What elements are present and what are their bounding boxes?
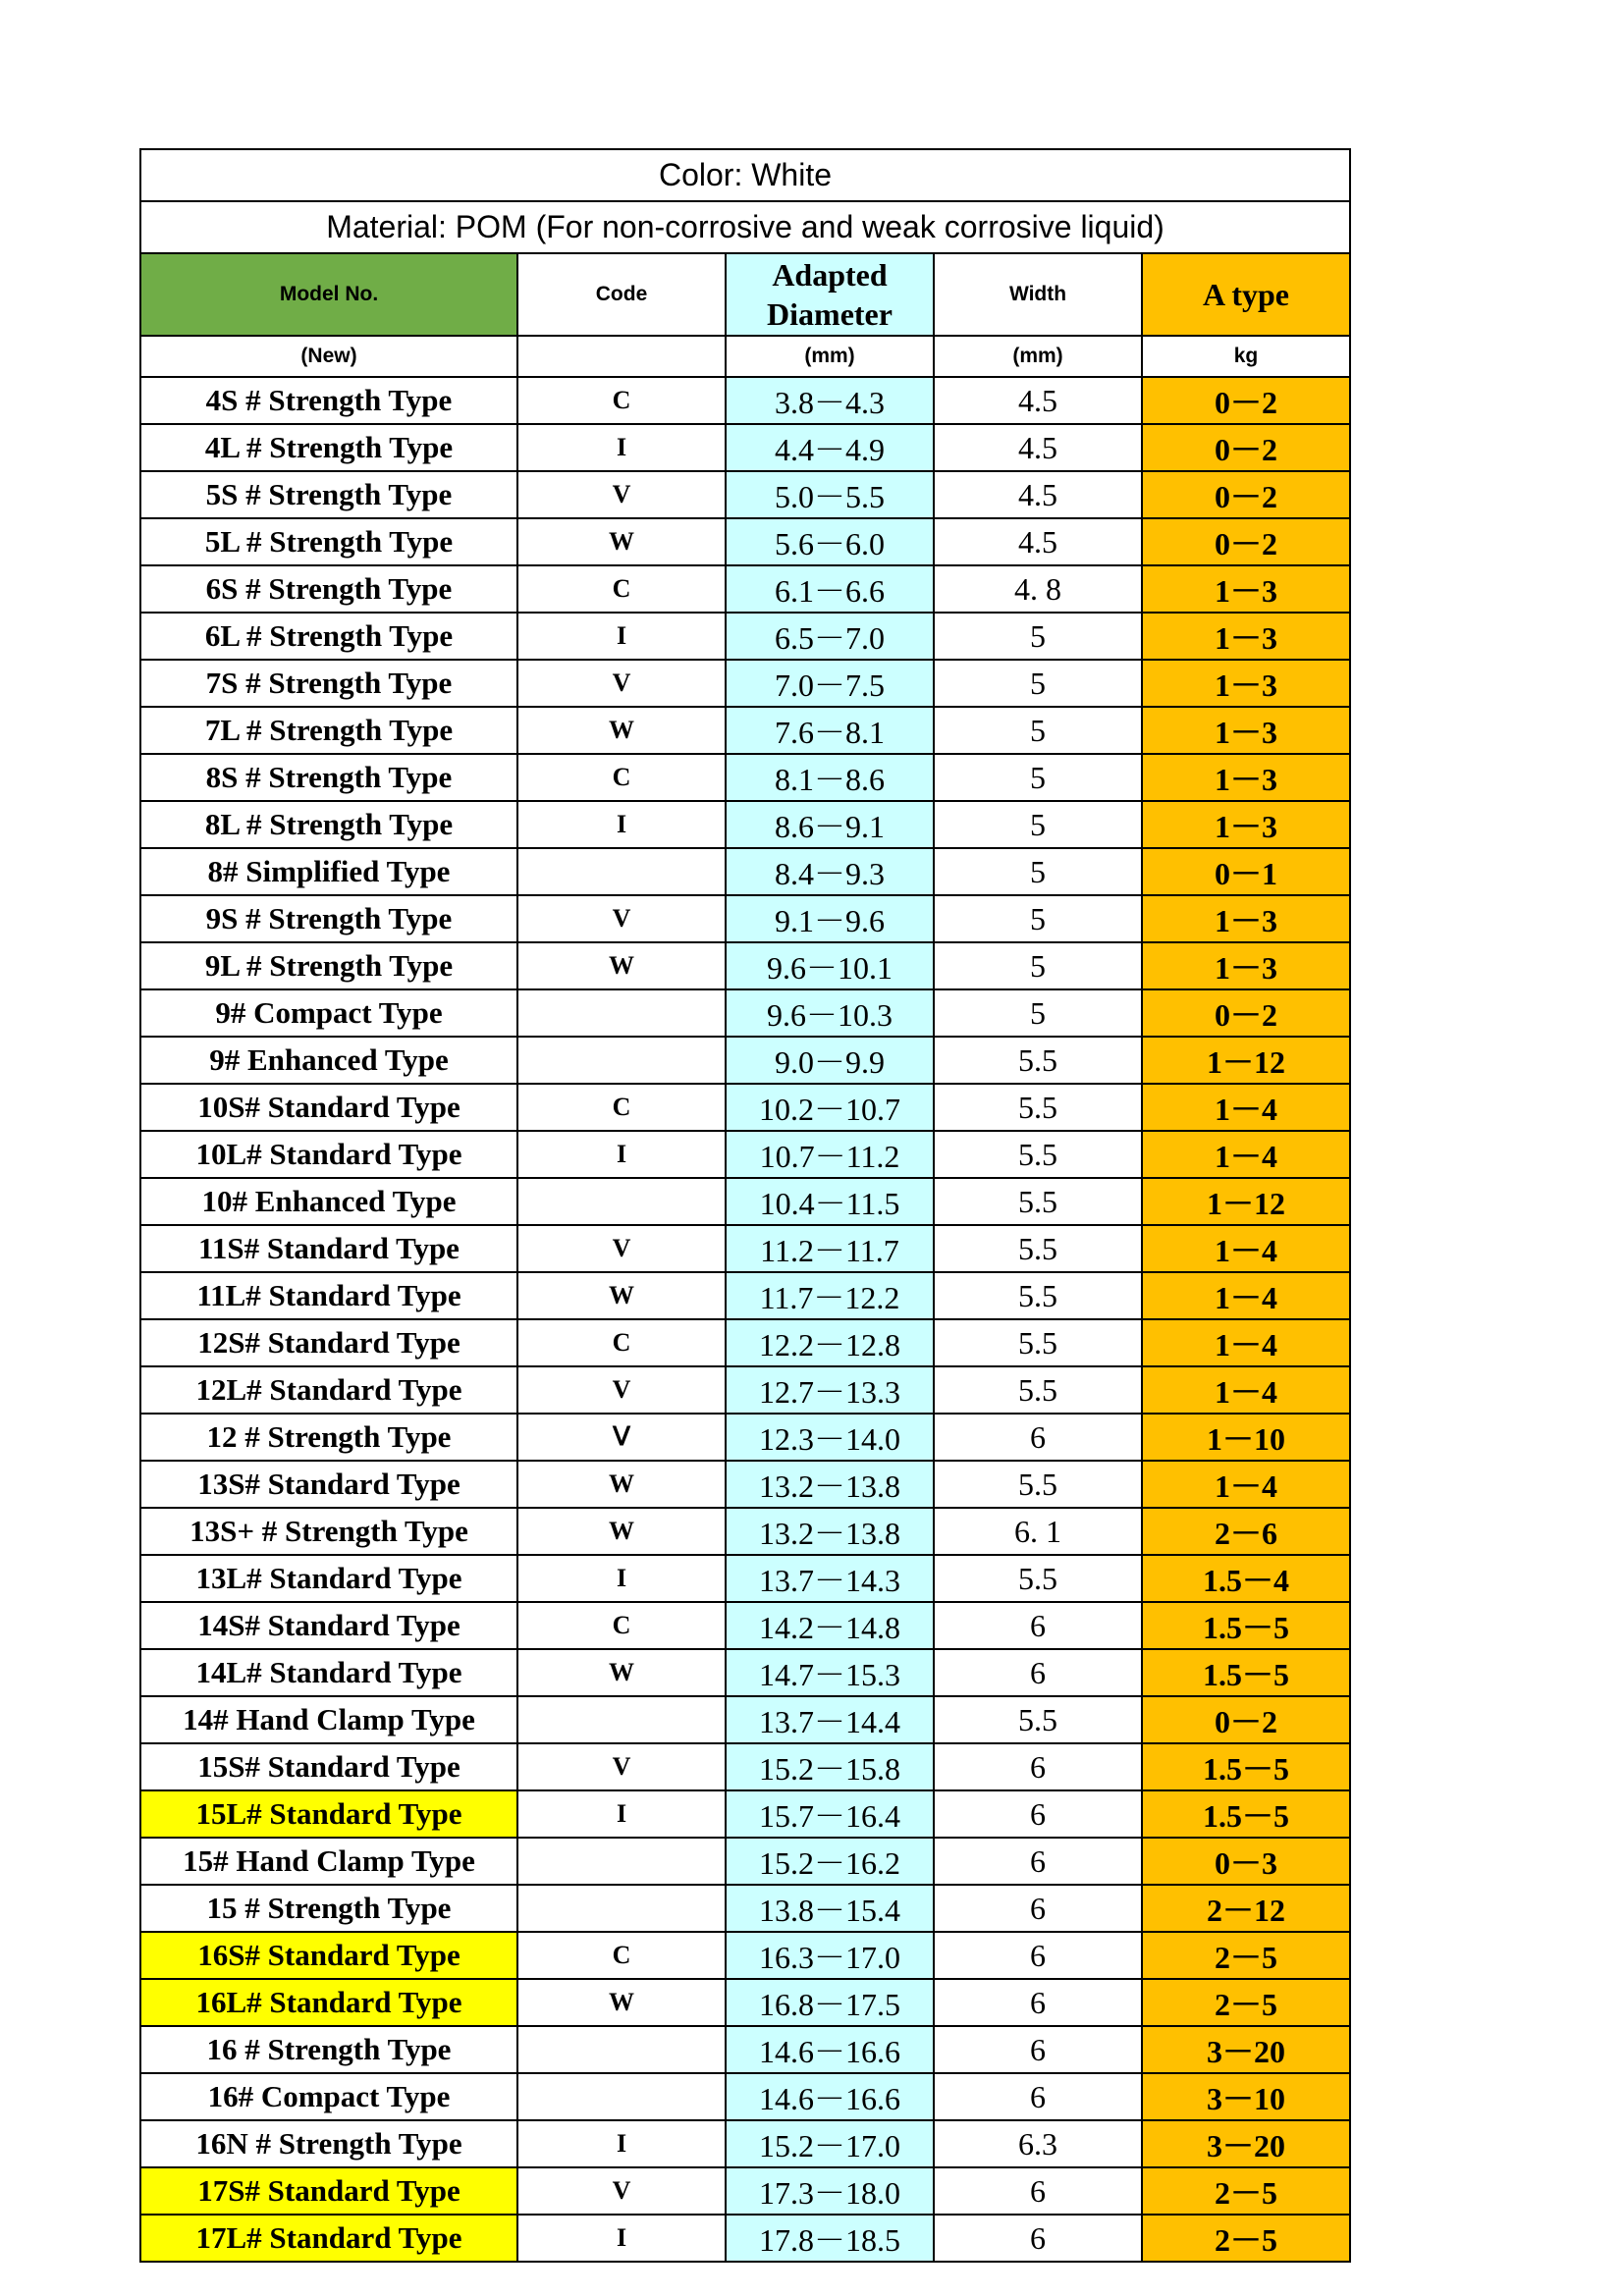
unit-model: (New) (140, 336, 517, 377)
width-cell: 6 (934, 1602, 1142, 1649)
unit-diameter: (mm) (726, 336, 934, 377)
header-model: Model No. (140, 253, 517, 336)
width-cell: 5.5 (934, 1084, 1142, 1131)
code-cell: C (517, 565, 726, 613)
model-cell: 9# Enhanced Type (140, 1037, 517, 1084)
code-cell: V (517, 895, 726, 942)
code-cell: V (517, 1743, 726, 1790)
code-cell (517, 2026, 726, 2073)
code-cell (517, 848, 726, 895)
model-cell: 16N # Strength Type (140, 2120, 517, 2167)
model-cell: 13S# Standard Type (140, 1461, 517, 1508)
a-type-cell: 1－4 (1142, 1461, 1350, 1508)
model-cell: 11S# Standard Type (140, 1225, 517, 1272)
color-label: Color: White (140, 149, 1350, 201)
width-cell: 5.5 (934, 1178, 1142, 1225)
code-cell: C (517, 1319, 726, 1366)
diameter-cell: 12.3－14.0 (726, 1414, 934, 1461)
diameter-cell: 8.6－9.1 (726, 801, 934, 848)
code-cell (517, 1885, 726, 1932)
model-cell: 12S# Standard Type (140, 1319, 517, 1366)
code-cell: W (517, 1272, 726, 1319)
diameter-cell: 14.7－15.3 (726, 1649, 934, 1696)
code-cell (517, 989, 726, 1037)
a-type-cell: 3－20 (1142, 2026, 1350, 2073)
width-cell: 5.5 (934, 1461, 1142, 1508)
code-cell: C (517, 1084, 726, 1131)
table-row (140, 895, 1350, 942)
table-row (140, 2167, 1350, 2215)
code-cell (517, 1696, 726, 1743)
diameter-cell: 16.8－17.5 (726, 1979, 934, 2026)
a-type-cell: 0－2 (1142, 424, 1350, 471)
model-cell: 9L # Strength Type (140, 942, 517, 989)
model-cell: 5L # Strength Type (140, 518, 517, 565)
a-type-cell: 1－3 (1142, 660, 1350, 707)
table-row (140, 1790, 1350, 1838)
table-row (140, 1838, 1350, 1885)
width-cell: 5 (934, 754, 1142, 801)
a-type-cell: 1－4 (1142, 1366, 1350, 1414)
code-cell: C (517, 377, 726, 424)
a-type-cell: 1－3 (1142, 801, 1350, 848)
table-row (140, 471, 1350, 518)
a-type-cell: 1－4 (1142, 1084, 1350, 1131)
diameter-cell: 8.1－8.6 (726, 754, 934, 801)
a-type-cell: 1－10 (1142, 1414, 1350, 1461)
width-cell: 6 (934, 1838, 1142, 1885)
model-cell: 8L # Strength Type (140, 801, 517, 848)
table-row (140, 1272, 1350, 1319)
table-row (140, 613, 1350, 660)
a-type-cell: 1－12 (1142, 1037, 1350, 1084)
a-type-cell: 0－2 (1142, 989, 1350, 1037)
a-type-cell: 2－5 (1142, 2215, 1350, 2262)
code-cell: I (517, 2120, 726, 2167)
a-type-cell: 2－6 (1142, 1508, 1350, 1555)
code-cell: I (517, 1131, 726, 1178)
width-cell: 6 (934, 2215, 1142, 2262)
a-type-cell: 1－3 (1142, 613, 1350, 660)
width-cell: 5 (934, 660, 1142, 707)
model-cell: 16S# Standard Type (140, 1932, 517, 1979)
diameter-cell: 6.5－7.0 (726, 613, 934, 660)
diameter-cell: 4.4－4.9 (726, 424, 934, 471)
table-row (140, 377, 1350, 424)
code-cell (517, 1037, 726, 1084)
width-cell: 5.5 (934, 1696, 1142, 1743)
model-cell: 9# Compact Type (140, 989, 517, 1037)
header-a-type: A type (1142, 253, 1350, 336)
diameter-cell: 10.2－10.7 (726, 1084, 934, 1131)
code-cell: V (517, 471, 726, 518)
diameter-cell: 15.7－16.4 (726, 1790, 934, 1838)
code-cell: W (517, 707, 726, 754)
a-type-cell: 1－4 (1142, 1225, 1350, 1272)
header-adapted-line1: Adapted (772, 257, 888, 293)
a-type-cell: 1－4 (1142, 1131, 1350, 1178)
model-cell: 16# Compact Type (140, 2073, 517, 2120)
units-row (140, 336, 1350, 377)
code-cell: W (517, 518, 726, 565)
model-cell: 15 # Strength Type (140, 1885, 517, 1932)
table-row (140, 518, 1350, 565)
model-cell: 10S# Standard Type (140, 1084, 517, 1131)
diameter-cell: 7.6－8.1 (726, 707, 934, 754)
table-row (140, 424, 1350, 471)
code-cell: C (517, 1932, 726, 1979)
table-row (140, 989, 1350, 1037)
code-cell: C (517, 1602, 726, 1649)
width-cell: 5.5 (934, 1555, 1142, 1602)
unit-a-type: kg (1142, 336, 1350, 377)
diameter-cell: 16.3－17.0 (726, 1932, 934, 1979)
width-cell: 5 (934, 613, 1142, 660)
width-cell: 6.3 (934, 2120, 1142, 2167)
a-type-cell: 1.5－4 (1142, 1555, 1350, 1602)
model-cell: 12 # Strength Type (140, 1414, 517, 1461)
a-type-cell: 1－3 (1142, 754, 1350, 801)
code-cell (517, 2073, 726, 2120)
a-type-cell: 0－2 (1142, 377, 1350, 424)
material-label: Material: POM (For non-corrosive and weak corrosive liquid) (140, 201, 1350, 253)
model-cell: 15# Hand Clamp Type (140, 1838, 517, 1885)
table-row (140, 1932, 1350, 1979)
diameter-cell: 14.2－14.8 (726, 1602, 934, 1649)
model-cell: 15L# Standard Type (140, 1790, 517, 1838)
width-cell: 5.5 (934, 1366, 1142, 1414)
code-cell: I (517, 2215, 726, 2262)
diameter-cell: 9.6－10.3 (726, 989, 934, 1037)
table-row (140, 754, 1350, 801)
diameter-cell: 8.4－9.3 (726, 848, 934, 895)
diameter-cell: 9.0－9.9 (726, 1037, 934, 1084)
width-cell: 5 (934, 801, 1142, 848)
a-type-cell: 0－1 (1142, 848, 1350, 895)
a-type-cell: 2－5 (1142, 1979, 1350, 2026)
code-cell: W (517, 942, 726, 989)
diameter-cell: 13.2－13.8 (726, 1461, 934, 1508)
diameter-cell: 12.2－12.8 (726, 1319, 934, 1366)
a-type-cell: 1－4 (1142, 1272, 1350, 1319)
table-row (140, 1131, 1350, 1178)
table-row (140, 1555, 1350, 1602)
model-cell: 4S # Strength Type (140, 377, 517, 424)
a-type-cell: 1－4 (1142, 1319, 1350, 1366)
table-row (140, 2120, 1350, 2167)
code-cell: V (517, 1366, 726, 1414)
a-type-cell: 1－3 (1142, 707, 1350, 754)
spec-table (139, 148, 1351, 2263)
model-cell: 13S+ # Strength Type (140, 1508, 517, 1555)
a-type-cell: 2－12 (1142, 1885, 1350, 1932)
table-row (140, 707, 1350, 754)
model-cell: 14# Hand Clamp Type (140, 1696, 517, 1743)
header-row (140, 253, 1350, 336)
model-cell: 8S # Strength Type (140, 754, 517, 801)
model-cell: 17S# Standard Type (140, 2167, 517, 2215)
code-cell: W (517, 1649, 726, 1696)
header-width: Width (934, 253, 1142, 336)
table-row (140, 801, 1350, 848)
a-type-cell: 0－2 (1142, 471, 1350, 518)
table-row (140, 2073, 1350, 2120)
code-cell (517, 1178, 726, 1225)
model-cell: 17L# Standard Type (140, 2215, 517, 2262)
diameter-cell: 17.3－18.0 (726, 2167, 934, 2215)
unit-width: (mm) (934, 336, 1142, 377)
table-row (140, 2215, 1350, 2262)
width-cell: 5 (934, 989, 1142, 1037)
table-row (140, 1979, 1350, 2026)
table-row (140, 1885, 1350, 1932)
code-cell: I (517, 1790, 726, 1838)
diameter-cell: 14.6－16.6 (726, 2073, 934, 2120)
width-cell: 5 (934, 942, 1142, 989)
diameter-cell: 9.6－10.1 (726, 942, 934, 989)
table-row (140, 848, 1350, 895)
a-type-cell: 1－12 (1142, 1178, 1350, 1225)
code-cell: C (517, 754, 726, 801)
model-cell: 10# Enhanced Type (140, 1178, 517, 1225)
width-cell: 6 (934, 1649, 1142, 1696)
diameter-cell: 7.0－7.5 (726, 660, 934, 707)
table-row (140, 1178, 1350, 1225)
width-cell: 6 (934, 1790, 1142, 1838)
diameter-cell: 13.7－14.3 (726, 1555, 934, 1602)
width-cell: 6 (934, 2026, 1142, 2073)
a-type-cell: 3－10 (1142, 2073, 1350, 2120)
width-cell: 6 (934, 1885, 1142, 1932)
width-cell: 6 (934, 1932, 1142, 1979)
model-cell: 11L# Standard Type (140, 1272, 517, 1319)
header-code: Code (517, 253, 726, 336)
table-row (140, 1366, 1350, 1414)
code-cell: I (517, 613, 726, 660)
diameter-cell: 5.6－6.0 (726, 518, 934, 565)
diameter-cell: 6.1－6.6 (726, 565, 934, 613)
width-cell: 6. 1 (934, 1508, 1142, 1555)
diameter-cell: 15.2－15.8 (726, 1743, 934, 1790)
diameter-cell: 15.2－16.2 (726, 1838, 934, 1885)
a-type-cell: 1.5－5 (1142, 1790, 1350, 1838)
code-cell: I (517, 424, 726, 471)
model-cell: 10L# Standard Type (140, 1131, 517, 1178)
model-cell: 12L# Standard Type (140, 1366, 517, 1414)
code-cell: V (517, 660, 726, 707)
diameter-cell: 13.7－14.4 (726, 1696, 934, 1743)
width-cell: 5 (934, 848, 1142, 895)
code-cell: W (517, 1979, 726, 2026)
width-cell: 5.5 (934, 1319, 1142, 1366)
a-type-cell: 0－2 (1142, 1696, 1350, 1743)
model-cell: 7L # Strength Type (140, 707, 517, 754)
width-cell: 5.5 (934, 1272, 1142, 1319)
a-type-cell: 2－5 (1142, 2167, 1350, 2215)
a-type-cell: 2－5 (1142, 1932, 1350, 1979)
code-cell: V (517, 2167, 726, 2215)
model-cell: 15S# Standard Type (140, 1743, 517, 1790)
diameter-cell: 13.8－15.4 (726, 1885, 934, 1932)
width-cell: 6 (934, 1979, 1142, 2026)
table-row (140, 1649, 1350, 1696)
width-cell: 5.5 (934, 1131, 1142, 1178)
color-row (140, 149, 1350, 201)
width-cell: 5 (934, 895, 1142, 942)
table-row (140, 660, 1350, 707)
a-type-cell: 0－2 (1142, 518, 1350, 565)
table-row (140, 1037, 1350, 1084)
width-cell: 4.5 (934, 377, 1142, 424)
code-cell (517, 1838, 726, 1885)
width-cell: 5.5 (934, 1037, 1142, 1084)
model-cell: 14L# Standard Type (140, 1649, 517, 1696)
a-type-cell: 1.5－5 (1142, 1743, 1350, 1790)
model-cell: 6S # Strength Type (140, 565, 517, 613)
diameter-cell: 3.8－4.3 (726, 377, 934, 424)
table-row (140, 1743, 1350, 1790)
code-cell: I (517, 1555, 726, 1602)
diameter-cell: 15.2－17.0 (726, 2120, 934, 2167)
diameter-cell: 9.1－9.6 (726, 895, 934, 942)
diameter-cell: 5.0－5.5 (726, 471, 934, 518)
model-cell: 16L# Standard Type (140, 1979, 517, 2026)
width-cell: 4.5 (934, 471, 1142, 518)
diameter-cell: 13.2－13.8 (726, 1508, 934, 1555)
table-row (140, 1696, 1350, 1743)
table-row (140, 1508, 1350, 1555)
code-cell: I (517, 801, 726, 848)
model-cell: 4L # Strength Type (140, 424, 517, 471)
header-adapted-diameter (726, 253, 934, 336)
model-cell: 9S # Strength Type (140, 895, 517, 942)
diameter-cell: 14.6－16.6 (726, 2026, 934, 2073)
unit-code (517, 336, 726, 377)
code-cell: W (517, 1508, 726, 1555)
a-type-cell: 1.5－5 (1142, 1649, 1350, 1696)
model-cell: 5S # Strength Type (140, 471, 517, 518)
a-type-cell: 0－3 (1142, 1838, 1350, 1885)
diameter-cell: 10.4－11.5 (726, 1178, 934, 1225)
table-row (140, 1319, 1350, 1366)
model-cell: 6L # Strength Type (140, 613, 517, 660)
width-cell: 4.5 (934, 518, 1142, 565)
diameter-cell: 11.2－11.7 (726, 1225, 934, 1272)
code-cell: V (517, 1225, 726, 1272)
table-row (140, 565, 1350, 613)
width-cell: 4. 8 (934, 565, 1142, 613)
diameter-cell: 17.8－18.5 (726, 2215, 934, 2262)
header-adapted-line2: Diameter (767, 296, 893, 332)
model-cell: 16 # Strength Type (140, 2026, 517, 2073)
width-cell: 5.5 (934, 1225, 1142, 1272)
a-type-cell: 1.5－5 (1142, 1602, 1350, 1649)
model-cell: 13L# Standard Type (140, 1555, 517, 1602)
model-cell: 7S # Strength Type (140, 660, 517, 707)
code-cell: W (517, 1461, 726, 1508)
diameter-cell: 11.7－12.2 (726, 1272, 934, 1319)
diameter-cell: 12.7－13.3 (726, 1366, 934, 1414)
a-type-cell: 1－3 (1142, 895, 1350, 942)
width-cell: 6 (934, 2073, 1142, 2120)
table-row (140, 1225, 1350, 1272)
table-row (140, 1084, 1350, 1131)
table-row (140, 1414, 1350, 1461)
model-cell: 8# Simplified Type (140, 848, 517, 895)
material-row (140, 201, 1350, 253)
code-cell: Ⅴ (517, 1414, 726, 1461)
table-row (140, 2026, 1350, 2073)
model-cell: 14S# Standard Type (140, 1602, 517, 1649)
width-cell: 6 (934, 1743, 1142, 1790)
table-row (140, 1602, 1350, 1649)
width-cell: 6 (934, 2167, 1142, 2215)
diameter-cell: 10.7－11.2 (726, 1131, 934, 1178)
table-row (140, 1461, 1350, 1508)
width-cell: 5 (934, 707, 1142, 754)
width-cell: 6 (934, 1414, 1142, 1461)
a-type-cell: 1－3 (1142, 565, 1350, 613)
table-row (140, 942, 1350, 989)
a-type-cell: 3－20 (1142, 2120, 1350, 2167)
a-type-cell: 1－3 (1142, 942, 1350, 989)
width-cell: 4.5 (934, 424, 1142, 471)
